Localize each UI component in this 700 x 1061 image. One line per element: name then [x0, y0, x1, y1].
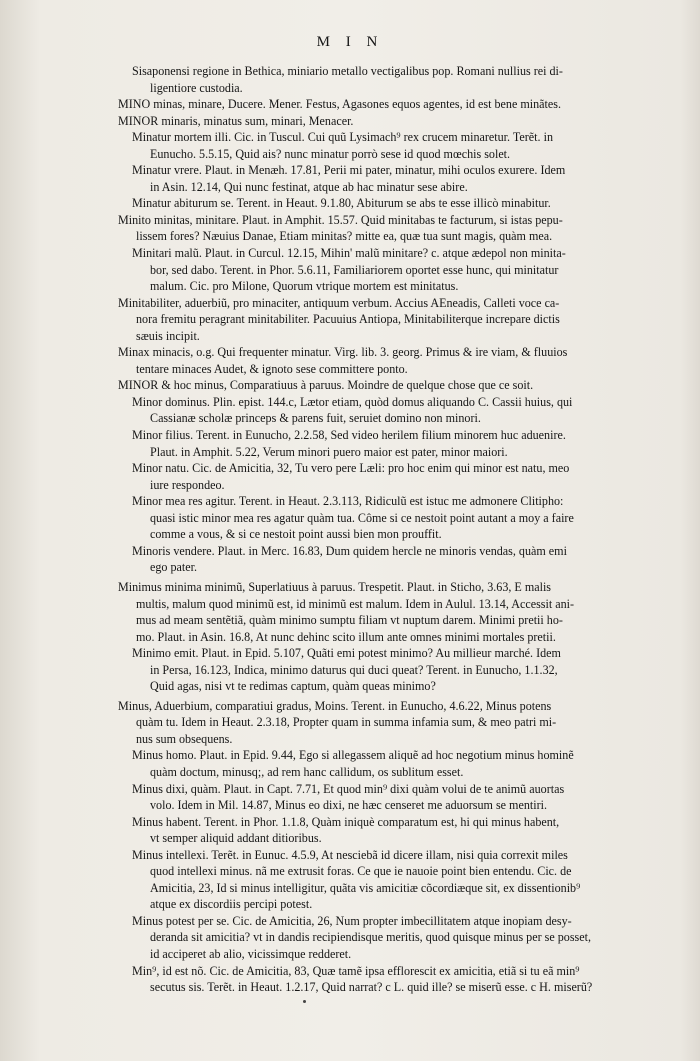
entry-line: deranda sit amicitia? vt in dandis recipiendisque meritis, quod quisque minus per se posset, — [150, 930, 591, 945]
entry-line: quàm doctum, minusq;, ad rem hanc callidum, os sublitum esset. — [150, 764, 464, 779]
entry-line: Minor mea res agitur. Terent. in Heaut. 2.3.113, Ridiculũ est istuc me admonere Clitipho: — [132, 494, 564, 509]
sub-entry — [118, 245, 688, 295]
entry-line: ligentiore custodia. — [150, 80, 243, 95]
entry-line: Minatur mortem illi. Cic. in Tuscul. Cui quũ Lysimach⁹ rex crucem minaretur. Terẽt. in — [132, 130, 553, 145]
entry-line: id acciperet ab alio, vicissimque redderet. — [150, 946, 352, 961]
entry-line: nora fremitu peragrant minitabiliter. Pacuuius Antiopa, Minitabiliterque increpare dictis — [136, 312, 560, 327]
sub-entry — [118, 543, 688, 576]
page-speck — [303, 1000, 306, 1003]
entry-line: Minus dixi, quàm. Plaut. in Capt. 7.71, Et quod min⁹ dixi quàm volui de te animũ auortas — [132, 781, 565, 796]
entry-line: Minimo emit. Plaut. in Epid. 5.107, Quãti emi potest minimo? Au millieur marché. Idem — [132, 646, 561, 661]
sub-entry — [118, 747, 688, 780]
dictionary-column — [118, 63, 688, 996]
headword-entry — [118, 113, 688, 130]
entry-line: lissem fores? Næuius Danae, Etiam minitas? mitte ea, quæ tua sunt magis, quàm mea. — [136, 229, 553, 244]
entry-line: sæuis incipit. — [136, 328, 200, 343]
entry-line: MINO minas, minare, Ducere. Mener. Festus, Agasones equos agentes, id est bene minãtes. — [118, 97, 561, 112]
sub-entry — [118, 195, 688, 212]
entry-line: ego pater. — [150, 560, 198, 575]
entry-line: multis, malum quod minimũ est, id minimũ est malum. Idem in Aulul. 13.14, Accessit ani- — [136, 596, 575, 611]
sub-entry — [118, 63, 688, 96]
entry-line: iure respondeo. — [150, 477, 225, 492]
entry-line: secutus sis. Terẽt. in Heaut. 1.2.17, Quid narrat? c L. quid ille? se miserũ esse. c H. miserũ? — [150, 980, 593, 995]
entry-line: Minus potest per se. Cic. de Amicitia, 26, Num propter imbecillitatem atque inopiam desy- — [132, 913, 572, 928]
sub-entry — [118, 162, 688, 195]
entry-line: Minor filius. Terent. in Eunucho, 2.2.58, Sed video herilem filium minorem huc aduenire. — [132, 428, 566, 443]
sub-entry — [118, 847, 688, 913]
entry-line: Minatur abiturum se. Terent. in Heaut. 9.1.80, Abiturum se abs te esse illicò minabitur. — [132, 196, 551, 211]
headword-entry — [118, 96, 688, 113]
entry-line: Minus intellexi. Terẽt. in Eunuc. 4.5.9, At nesciebã id dicere illam, nisi quia correxit miles — [132, 847, 568, 862]
sub-entry — [118, 460, 688, 493]
entry-line: Minitari malũ. Plaut. in Curcul. 12.15, Mihin' malũ minitare? c. atque ædepol non minita- — [132, 246, 566, 261]
entry-line: atque ex discordiis percipi potest. — [150, 897, 313, 912]
headword-entry — [118, 295, 688, 345]
entry-line: Cassianæ scholæ princeps & parens fuit, seruiet domino non minori. — [150, 411, 481, 426]
entry-line: Minitabiliter, aduerbiũ, pro minaciter, antiquum verbum. Accius AEneadis, Calleti voce ca- — [118, 295, 560, 310]
entry-line: tentare minaces Audet, & ignoto sese committere ponto. — [136, 361, 408, 376]
headword-entry — [118, 212, 688, 245]
sub-entry — [118, 963, 688, 996]
entry-line: Amicitia, 23, Id si minus intelligitur, quãta vis amicitiæ cõcordiæque sit, ex dissentionib⁹ — [150, 880, 581, 895]
sub-entry — [118, 493, 688, 543]
headword-entry — [118, 698, 688, 748]
headword-entry — [118, 579, 688, 645]
entry-line: Sisaponensi regione in Bethica, miniario metallo vectigalibus pop. Romani nullius rei di- — [132, 64, 563, 78]
entry-line: MINOR minaris, minatus sum, minari, Menacer. — [118, 113, 354, 128]
entry-line: mo. Plaut. in Asin. 16.8, At nunc dehinc scito illum ante omnes minimi mortales pretii. — [136, 629, 556, 644]
entry-line: quasi istic minor mea res agatur quàm tua. Côme si ce nestoit point autant a moy a faire — [150, 510, 574, 525]
entry-line: MINOR & hoc minus, Comparatiuus à paruus. Moindre de quelque chose que ce soit. — [118, 378, 534, 393]
entry-line: Minor natu. Cic. de Amicitia, 32, Tu vero pere Læli: pro hoc enim qui minor est natu, meo — [132, 461, 570, 476]
entry-line: Minax minacis, o.g. Qui frequenter minatur. Virg. lib. 3. georg. Primus & ire viam, & fluuios — [118, 345, 568, 360]
entry-line: Minor dominus. Plin. epist. 144.c, Lætor etiam, quòd domus aliquando C. Cassii huius, qui — [132, 394, 573, 409]
entry-line: Minus habent. Terent. in Phor. 1.1.8, Quàm iniquè comparatum est, hi qui minus habent, — [132, 814, 560, 829]
entry-line: Min⁹, id est nõ. Cic. de Amicitia, 83, Quæ tamẽ ipsa efflorescit ex amicitia, etiã si tu eã min⁹ — [132, 963, 580, 978]
entry-line: Minus homo. Plaut. in Epid. 9.44, Ego si allegassem aliquẽ ad hoc negotium minus hominẽ — [132, 748, 574, 763]
sub-entry — [118, 913, 688, 963]
sub-entry — [118, 781, 688, 814]
entry-line: in Persa, 16.123, Indica, minimo daturus qui duci queat? Terent. in Eunucho, 1.1.32, — [150, 662, 558, 677]
entry-line: in Asin. 12.14, Qui nunc festinat, atque ab hac minatur sese abire. — [150, 179, 468, 194]
entry-line: quod intellexi minus. nã me extrusit foras. Ce que ie nauoie point bien entendu. Cic. de — [150, 864, 572, 879]
entry-line: vt semper aliquid addant ditioribus. — [150, 831, 322, 846]
headword-entry — [118, 377, 688, 394]
sub-entry — [118, 814, 688, 847]
entry-line: comme a vous, & si ce nestoit point aussi bien mon prouffit. — [150, 527, 442, 542]
running-head: M I N — [316, 34, 384, 50]
entry-line: Minimus minima minimũ, Superlatiuus à paruus. Trespetit. Plaut. in Sticho, 3.63, E malis — [118, 579, 552, 594]
entry-line: quàm tu. Idem in Heaut. 2.3.18, Propter quam in summa infamia sum, & meo patri mi- — [136, 715, 557, 730]
sub-entry — [118, 645, 688, 695]
entry-line: volo. Idem in Mil. 14.87, Minus eo dixi, ne hæc censeret me aduorsum se mentiri. — [150, 798, 548, 813]
sub-entry — [118, 427, 688, 460]
entry-line: Minatur vrere. Plaut. in Menæh. 17.81, Perii mi pater, minatur, mihi oculos exurere. Idem — [132, 163, 566, 178]
entry-line: nus sum obsequens. — [136, 731, 233, 746]
sub-entry — [118, 129, 688, 162]
entry-line: Plaut. in Amphit. 5.22, Verum minori puero maior est pater, minor maiori. — [150, 444, 508, 459]
entry-line: bor, sed dabo. Terent. in Phor. 5.6.11, Familiariorem oportet esse hunc, qui minitatur — [150, 262, 559, 277]
headword-entry — [118, 344, 688, 377]
entry-line: Minus, Aduerbium, comparatiui gradus, Moins. Terent. in Eunucho, 4.6.22, Minus potens — [118, 698, 552, 713]
entry-line: malum. Cic. pro Milone, Quorum vtrique mortem est minitatus. — [150, 279, 459, 294]
entry-line: Eunucho. 5.5.15, Quid ais? nunc minatur porrò sese id quod mœchis solet. — [150, 146, 511, 161]
entry-line: Minito minitas, minitare. Plaut. in Amphit. 15.57. Quid minitabas te facturum, si istas pepu- — [118, 212, 563, 227]
entry-line: Quid agas, nisi vt te redimas captum, quàm queas minimo? — [150, 679, 436, 694]
entry-line: mus ad meam sentẽtiã, quàm minimo sumptu filiam vt nuptum darem. Minimi pretii ho- — [136, 613, 563, 628]
sub-entry — [118, 394, 688, 427]
entry-line: Minoris vendere. Plaut. in Merc. 16.83, Dum quidem hercle ne minoris vendas, quàm emi — [132, 543, 567, 558]
